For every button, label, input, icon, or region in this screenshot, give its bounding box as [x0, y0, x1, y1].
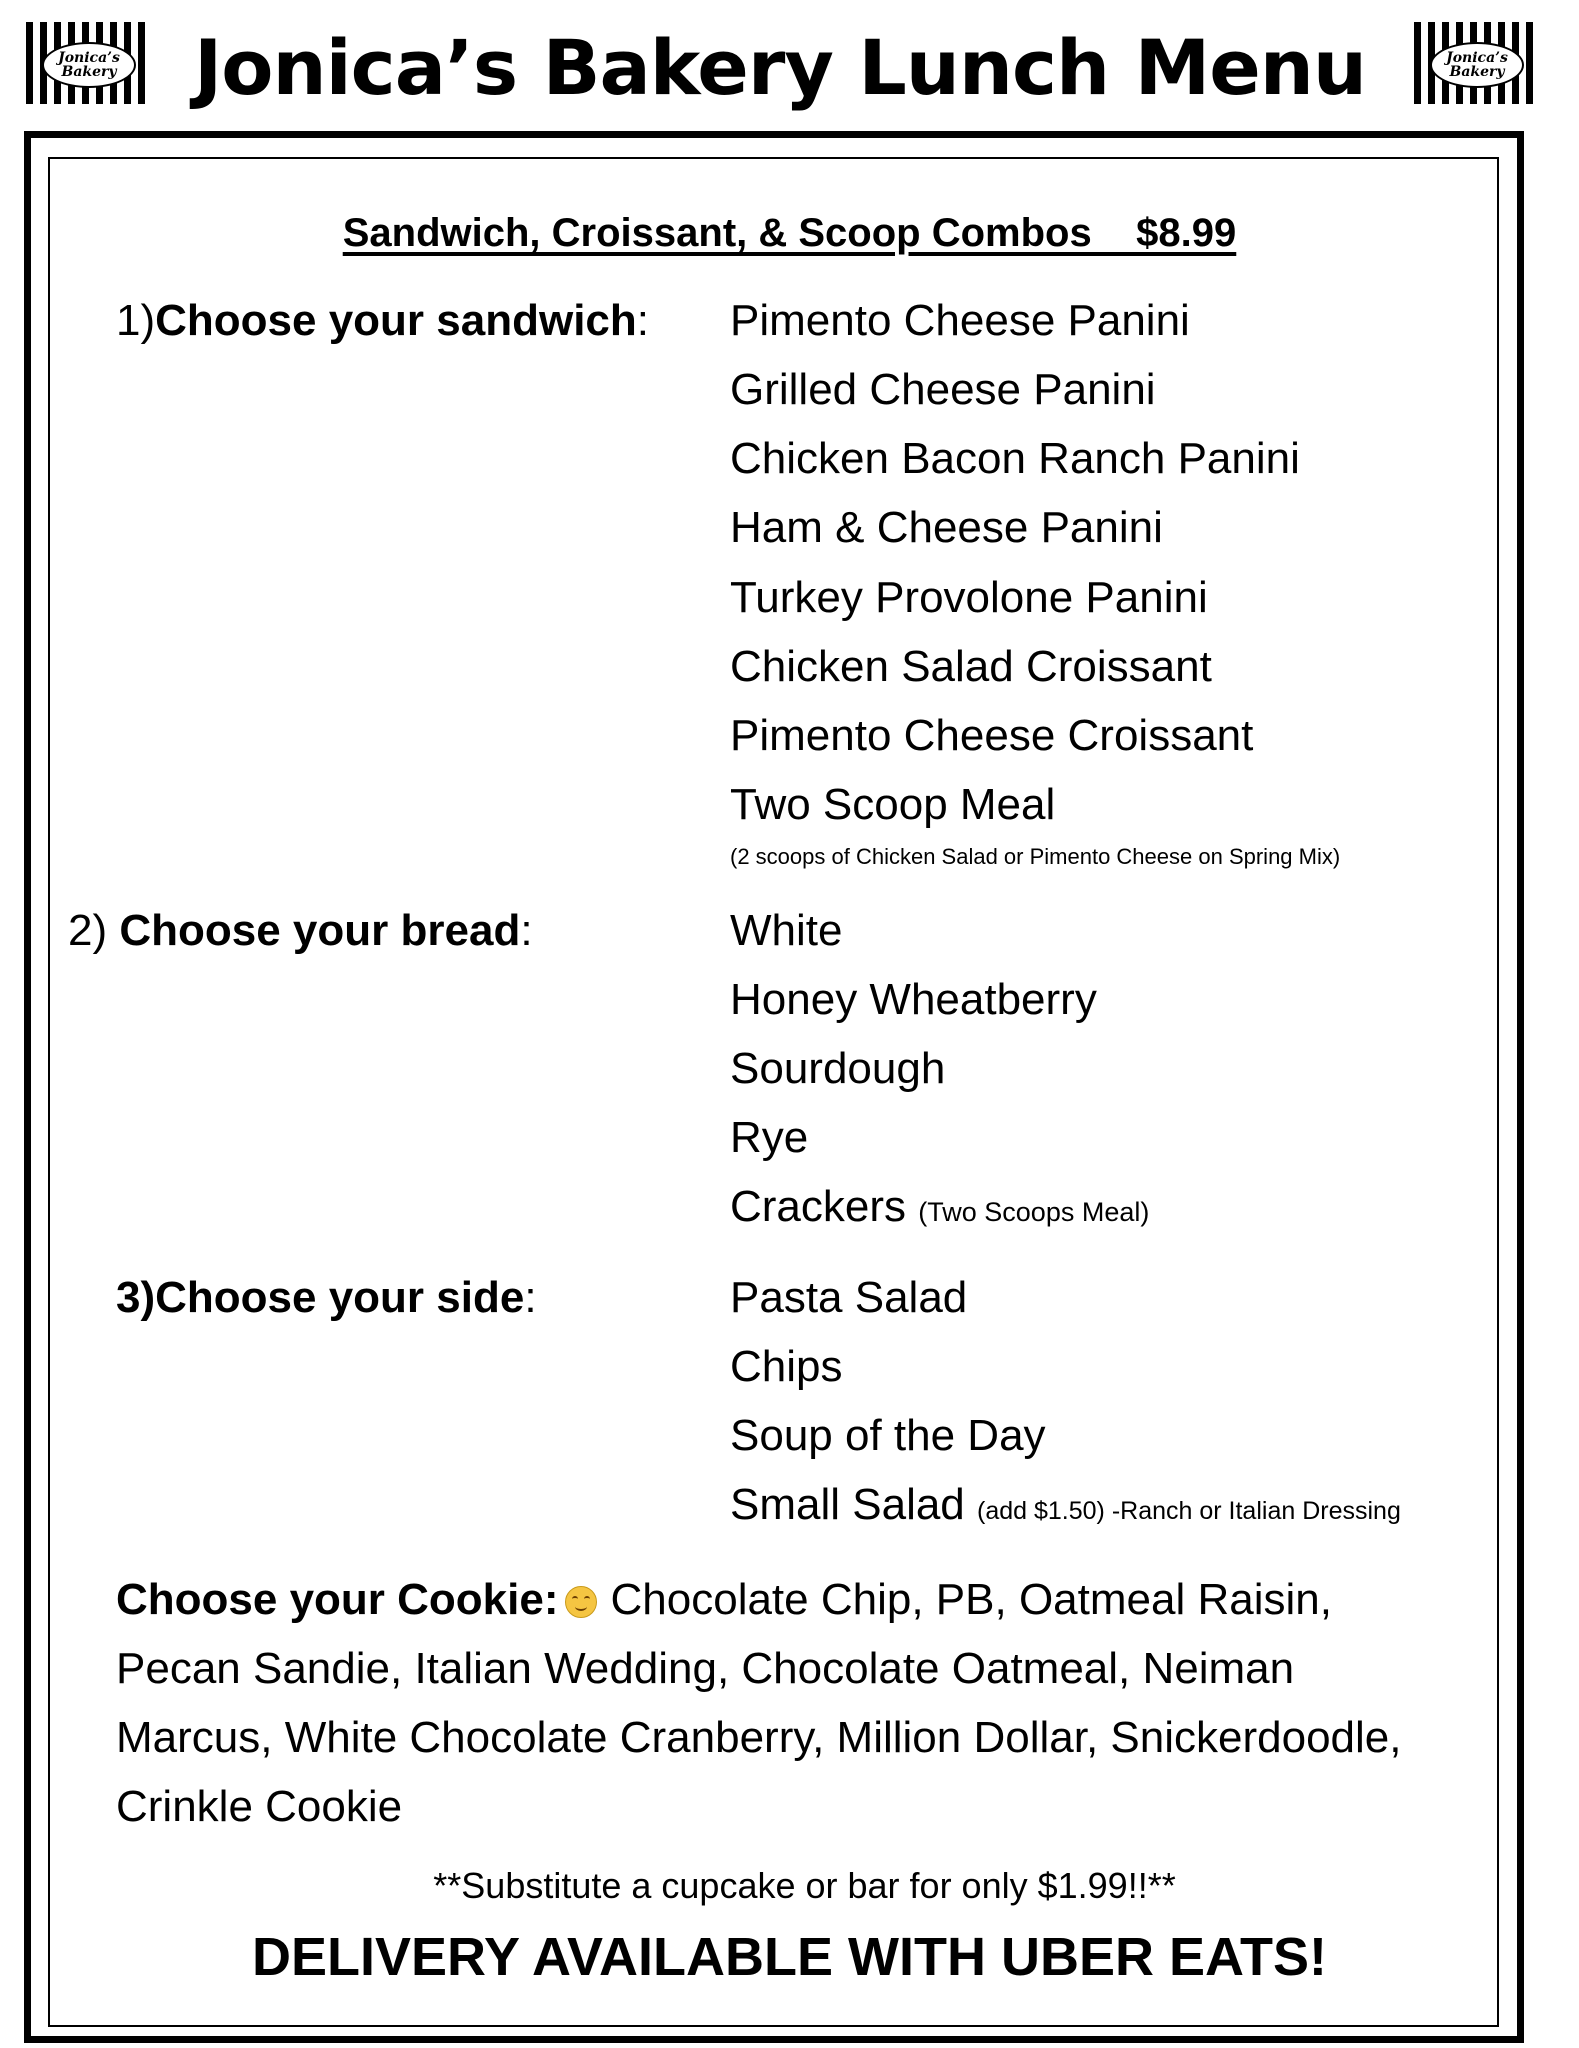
sandwich-item: Grilled Cheese Panini: [730, 365, 1156, 414]
bread-section-label: [68, 903, 533, 959]
logo-line2: Bakery: [61, 64, 117, 80]
logo-line1: Jonica’s: [1446, 50, 1508, 66]
crackers-note: (Two Scoops Meal): [918, 1197, 1150, 1227]
combo-heading: Sandwich, Croissant, & Scoop Combos $8.99: [342, 211, 1237, 255]
bread-item: Sourdough: [730, 1044, 946, 1093]
bread-item: White: [730, 906, 843, 955]
side-item: [730, 1477, 1401, 1539]
cookie-section: [116, 1565, 1446, 1841]
two-scoop-note: (2 scoops of Chicken Salad or Pimento Cheese on Spring Mix): [730, 844, 1341, 869]
sandwich-item: Pimento Cheese Croissant: [730, 711, 1254, 760]
sandwich-item: Chicken Bacon Ranch Panini: [730, 434, 1300, 483]
section-label-text: 3)Choose your side: [116, 1273, 525, 1322]
logo-oval: [42, 42, 136, 88]
sandwich-item: Chicken Salad Croissant: [730, 642, 1212, 691]
side-section-label: [116, 1270, 537, 1326]
label-colon: :: [524, 1273, 537, 1322]
logo-text: [1446, 51, 1508, 79]
sandwich-item: Ham & Cheese Panini: [730, 503, 1163, 552]
side-item: Pasta Salad: [730, 1273, 968, 1322]
bread-item: Honey Wheatberry: [730, 975, 1097, 1024]
crackers-label: Crackers: [730, 1182, 907, 1231]
logo-line1: Jonica’s: [58, 50, 120, 66]
small-salad-label: Small Salad: [730, 1480, 965, 1529]
page-title: Jonica’s Bakery Lunch Menu: [194, 23, 1366, 112]
section-label-text: Choose your sandwich: [155, 296, 637, 345]
side-item: Chips: [730, 1342, 843, 1391]
sandwich-section-label: [116, 293, 649, 349]
bakery-logo-left: [26, 22, 148, 104]
bread-item: Rye: [730, 1113, 809, 1162]
small-salad-note: (add $1.50) -Ranch or Italian Dressing: [977, 1497, 1401, 1525]
logo-line2: Bakery: [1449, 64, 1505, 80]
logo-oval: [1430, 42, 1524, 88]
logo-text: [58, 51, 120, 79]
menu-header: [0, 0, 1579, 125]
sandwich-item: Two Scoop Meal: [730, 780, 1056, 829]
section-label-text: Choose your bread: [119, 906, 521, 955]
bread-item: [730, 1179, 1149, 1240]
smiley-icon: [565, 1586, 597, 1618]
section-number: 2): [68, 906, 120, 955]
substitute-note: **Substitute a cupcake or bar for only $1.99!!**: [433, 1865, 1176, 1906]
bakery-logo-right: [1414, 22, 1536, 104]
side-item: Soup of the Day: [730, 1411, 1046, 1460]
delivery-banner: DELIVERY AVAILABLE WITH UBER EATS!: [251, 1927, 1328, 1987]
label-colon: :: [636, 296, 649, 345]
cookie-label: Choose your Cookie:: [116, 1575, 559, 1624]
sandwich-item: Pimento Cheese Panini: [730, 296, 1190, 345]
section-number: 1): [116, 296, 156, 345]
cookie-list: Chocolate Chip, PB, Oatmeal Raisin, Pecan Sandie, Italian Wedding, Chocolate Oatmeal, Neiman Marcus, White Chocolate Cranberry, Million Dollar, Snickerdoodle, Crinkle Cookie: [116, 1575, 1402, 1831]
label-colon: :: [520, 906, 533, 955]
sandwich-item: Turkey Provolone Panini: [730, 573, 1208, 622]
